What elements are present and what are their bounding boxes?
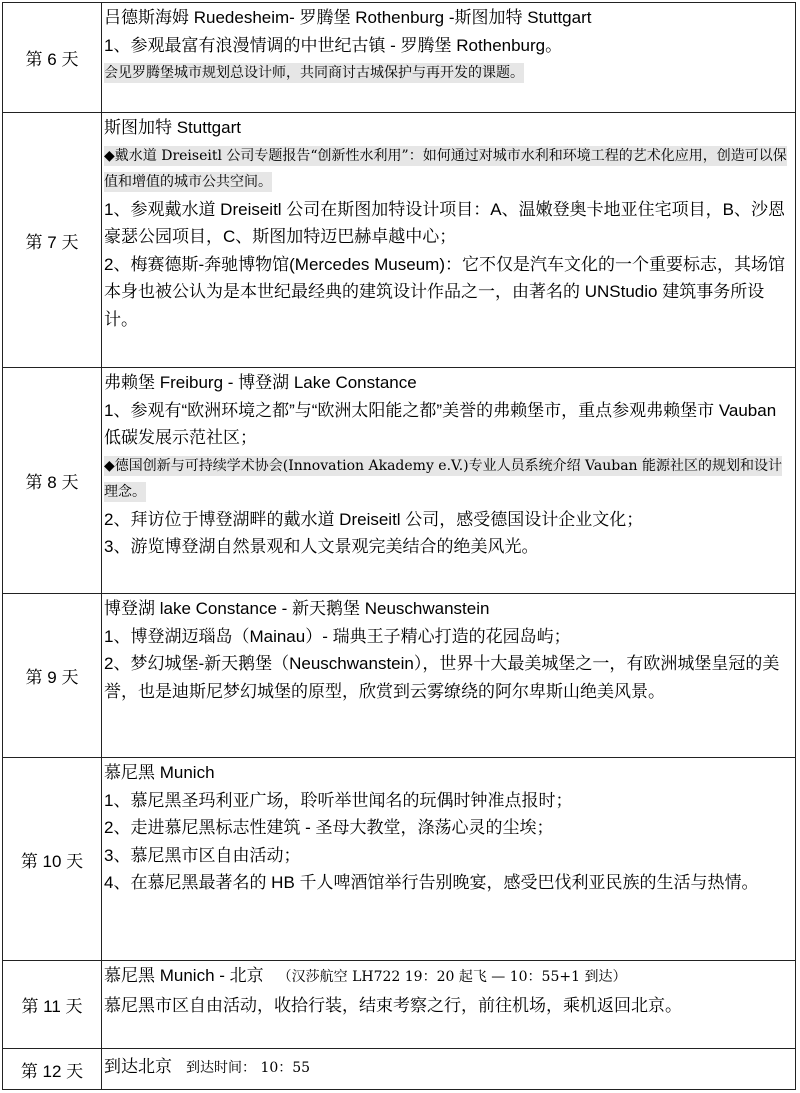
activity-item: 1、参观最富有浪漫情调的中世纪古镇 - 罗腾堡 Rothenburg。 (104, 35, 563, 55)
activity-item: 慕尼黑市区自由活动，收拾行装，结束考察之行，前往机场，乘机返回北京。 (104, 995, 682, 1015)
day-title-text: 到达北京 (104, 1056, 172, 1076)
day-label: 第 11 天 (3, 961, 102, 1049)
day-label: 第 8 天 (3, 368, 102, 594)
activity-item: 3、慕尼黑市区自由活动； (104, 845, 301, 865)
activity-item: 1、参观戴水道 Dreiseitl 公司在斯图加特设计项目：A、温嫩登奥卡地亚住宅项目，B、沙恩豪瑟公园项目，C、斯图加特迈巴赫卓越中心； (104, 199, 785, 246)
activity-item: 4、在慕尼黑最著名的 HB 千人啤酒馆举行告别晚宴，感受巴伐利亚民族的生活与热情。 (104, 873, 759, 892)
day-title (104, 1053, 795, 1083)
day-content (102, 961, 796, 1049)
table-row (3, 758, 796, 961)
day-title-text: 慕尼黑 Munich - 北京 (104, 966, 264, 985)
arrival-time: 到达时间： 10：55 (186, 1059, 311, 1076)
day-label: 第 10 天 (3, 758, 102, 961)
day-title: 博登湖 lake Constance - 新天鹅堡 Neuschwanstein (104, 599, 490, 618)
day-title (104, 962, 795, 992)
day-title: 吕德斯海姆 Ruedesheim- 罗腾堡 Rothenburg -斯图加特 Stuttgart (104, 8, 592, 27)
activity-item: 2、梅赛德斯-奔驰博物馆(Mercedes Museum)：它不仅是汽车文化的一个重要标志，其场馆本身也被公认为是本世纪最经典的建筑设计作品之一，由著名的 UNStudio 建筑事务所设计。 (104, 254, 785, 329)
flight-info: （汉莎航空 LH722 19：20 起飞 — 10：55+1 到达） (277, 969, 627, 985)
day-label: 第 9 天 (3, 594, 102, 758)
day-content (102, 758, 796, 961)
activity-item: 1、慕尼黑圣玛利亚广场，聆听举世闻名的玩偶时钟准点报时； (104, 790, 573, 810)
meeting-note: ◆德国创新与可持续学术协会(Innovation Akademy e.V.)专业人员系统介绍 Vauban 能源社区的规划和设计理念。 (104, 457, 783, 500)
meeting-note: 会见罗腾堡城市规划总设计师，共同商讨古城保护与再开发的课题。 (104, 65, 524, 81)
activity-item: 3、游览博登湖自然景观和人文景观完美结合的绝美风光。 (104, 537, 539, 556)
day-title: 慕尼黑 Munich (104, 763, 215, 782)
day-content (102, 594, 796, 758)
table-row (3, 594, 796, 758)
day-title: 弗赖堡 Freiburg - 博登湖 Lake Constance (104, 373, 417, 392)
table-row (3, 113, 796, 368)
itinerary-table (2, 2, 796, 1090)
day-content (102, 3, 796, 113)
meeting-note: ◆戴水道 Dreiseitl 公司专题报告“创新性水利用”：如何通过对城市水利和环境工程的艺术化应用，创造可以保值和增值的城市公共空间。 (104, 147, 787, 190)
day-label: 第 12 天 (3, 1049, 102, 1090)
day-content (102, 368, 796, 594)
activity-item: 2、梦幻城堡-新天鹅堡（Neuschwanstein），世界十大最美城堡之一，有欧洲城堡皇冠的美誉，也是迪斯尼梦幻城堡的原型，欣赏到云雾缭绕的阿尔卑斯山绝美风景。 (104, 654, 780, 701)
day-label: 第 7 天 (3, 113, 102, 368)
activity-item: 2、拜访位于博登湖畔的戴水道 Dreiseitl 公司，感受德国设计企业文化； (104, 509, 644, 529)
table-row (3, 1049, 796, 1090)
day-label: 第 6 天 (3, 3, 102, 113)
day-title: 斯图加特 Stuttgart (104, 118, 241, 137)
activity-item: 1、博登湖迈瑙岛（Mainau）- 瑞典王子精心打造的花园岛屿； (104, 626, 571, 646)
table-row (3, 3, 796, 113)
day-content (102, 1049, 796, 1090)
activity-item: 2、走进慕尼黑标志性建筑 - 圣母大教堂，涤荡心灵的尘埃； (104, 818, 554, 837)
day-content (102, 113, 796, 368)
table-row (3, 368, 796, 594)
activity-item: 1、参观有“欧洲环境之都”与“欧洲太阳能之都”美誉的弗赖堡市，重点参观弗赖堡市 Vauban 低碳发展示范社区； (104, 400, 777, 447)
table-row (3, 961, 796, 1049)
